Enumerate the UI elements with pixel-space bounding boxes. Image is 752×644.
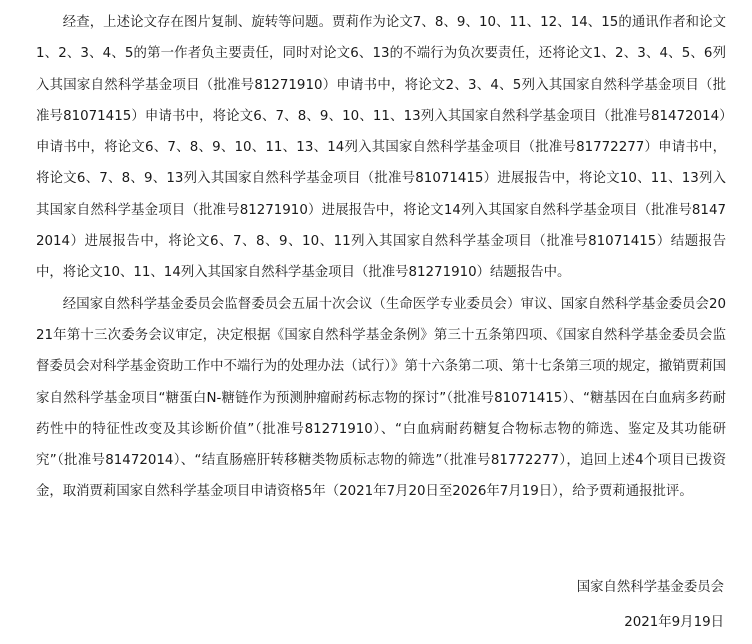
paragraph-findings: 经查，上述论文存在图片复制、旋转等问题。贾莉作为论文7、8、9、10、11、12、14、15的通讯作者和论文1、2、3、4、5的第一作者负主要责任，同时对论文6、13的不端行为负次要责任，还将论文1、2、3、4、5、6列入其国家自然科学基金项目（批准号81271910）申请书中，将论文2、3、4、5列入其国家自然科学基金项目（批准号81071415）申请书中，将论文6、7、8、9、10、11、13列入其国家自然科学基金项目（批准号81472014）申请书中，将论文6、7、8、9、10、11、13、14列入其国家自然科学基金项目（批准号81772277）申请书中，将论文6、7、8、9、13列入其国家自然科学基金项目（批准号81071415）进展报告中，将论文10、11、13列入其国家自然科学基金项目（批准号81271910）进展报告中，将论文14列入其国家自然科学基金项目（批准号81472014）进展报告中，将论文6、7、8、9、10、11列入其国家自然科学基金项目（批准号81071415）结题报告中，将论文10、11、14列入其国家自然科学基金项目（批准号81271910）结题报告中。: [36, 15, 726, 281]
paragraph-decision: 经国家自然科学基金委员会监督委员会五届十次会议（生命医学专业委员会）审议、国家自然科学基金委员会2021年第十三次委务会议审定，决定根据《国家自然科学基金条例》第三十五条第四项、《国家自然科学基金委员会监督委员会对科学基金资助工作中不端行为的处理办法（试行）》第十六条第二项、第十七条第三项的规定，撤销贾莉国家自然科学基金项目“糖蛋白N-糖链作为预测肿瘤耐药标志物的探讨”（批准号81071415）、“糖基因在白血病多药耐药性中的特征性改变及其诊断价值”（批准号81271910）、“白血病耐药糖复合物标志物的筛选、鉴定及其功能研究”（批准号81472014）、“结直肠癌肝转移糖类物质标志物的筛选”（批准号81772277），追回上述4个项目已拨资金，取消贾莉国家自然科学基金项目申请资格5年（2021年7月20日至2026年7月19日），给予贾莉通报批评。: [36, 296, 726, 500]
issuer-name: 国家自然科学基金委员会: [576, 580, 724, 595]
signature-block: [577, 572, 724, 635]
document-body: [36, 7, 726, 508]
issue-date: 2021年9月19日: [624, 615, 724, 631]
